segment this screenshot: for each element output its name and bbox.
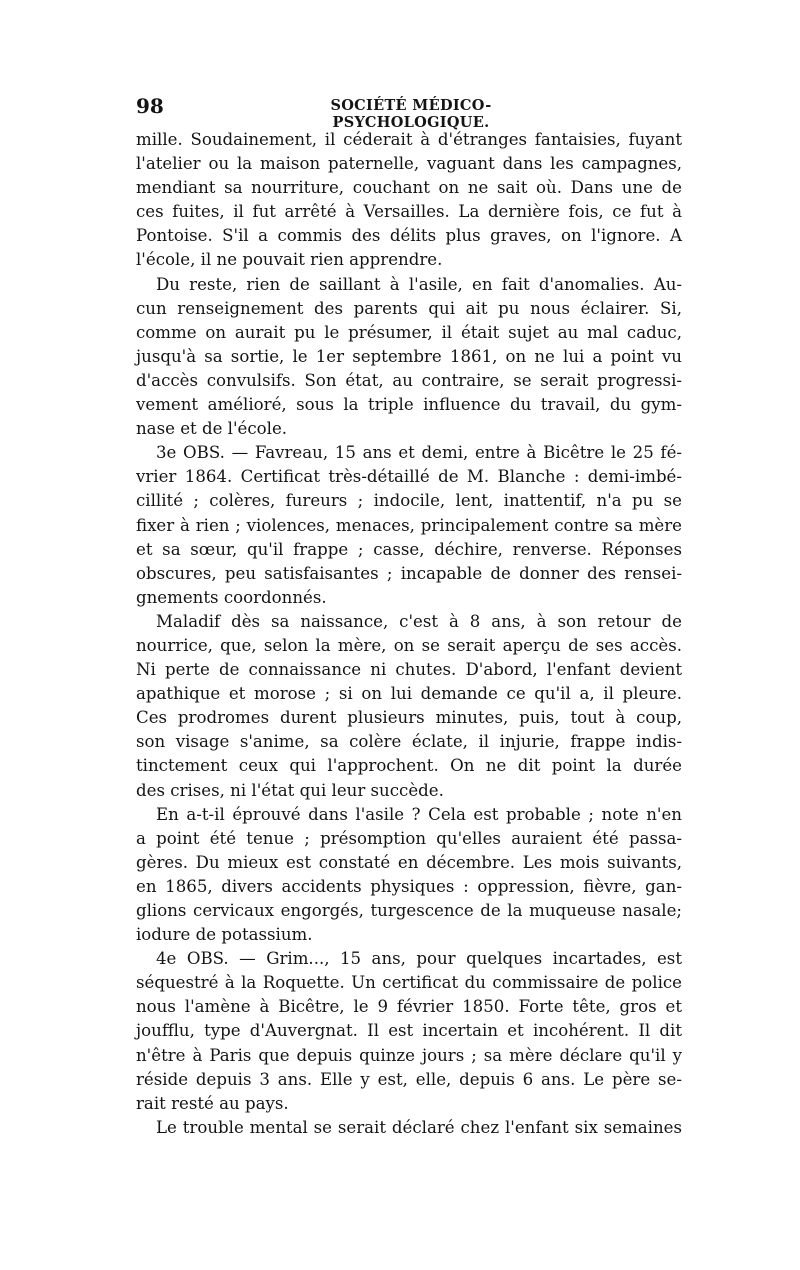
text-line: mendiant sa nourriture, couchant on ne sait où. Dans une de — [136, 178, 682, 198]
text-line: comme on aurait pu le présumer, il était sujet au mal caduc, — [136, 322, 682, 342]
text-line: nourrice, que, selon la mère, on se serait aperçu de ses accès. — [136, 635, 682, 655]
text-line: glions cervicaux engorgés, turgescence de la muqueuse nasale; — [136, 901, 682, 920]
text-line: 3e OBS. — Favreau, 15 ans et demi, entre à Bicêtre le 25 fé- — [156, 443, 682, 463]
text-line: En a-t-il éprouvé dans l'asile ? Cela est probable ; note n'en — [156, 804, 682, 824]
text-line: nous l'amène à Bicêtre, le 9 février 1850. Forte tête, gros et — [136, 997, 682, 1017]
text-line: et sa sœur, qu'il frappe ; casse, déchire, renverse. Réponses — [136, 539, 682, 559]
text-line: Maladif dès sa naissance, c'est à 8 ans, à son retour de — [156, 611, 682, 631]
text-line: obscures, peu satisfaisantes ; incapable de donner des rensei- — [136, 563, 682, 583]
running-title: SOCIÉTÉ MÉDICO-PSYCHOLOGIQUE. — [330, 97, 492, 131]
text-line: nase et de l'école. — [136, 419, 288, 439]
text-line: Du reste, rien de saillant à l'asile, en fait d'anomalies. Au- — [156, 274, 682, 294]
text-line: réside depuis 3 ans. Elle y est, elle, depuis 6 ans. Le père se- — [136, 1069, 682, 1089]
text-line: l'atelier ou la maison paternelle, vaguant dans les campagnes, — [136, 154, 682, 174]
text-line: cillité ; colères, fureurs ; indocile, lent, inattentif, n'a pu se — [136, 491, 682, 511]
text-line: Le trouble mental se serait déclaré chez l'enfant six semaines — [156, 1117, 682, 1137]
text-line: Ces prodromes durent plusieurs minutes, puis, tout à coup, — [136, 708, 682, 728]
text-line: vement amélioré, sous la triple influence du travail, du gym- — [136, 395, 682, 415]
text-line: joufflu, type d'Auvergnat. Il est incertain et incohérent. Il dit — [136, 1021, 682, 1041]
text-line: jusqu'à sa sortie, le 1er septembre 1861, on ne lui a point vu — [136, 346, 682, 366]
text-line: n'être à Paris que depuis quinze jours ; sa mère déclare qu'il y — [136, 1045, 682, 1065]
text-line: l'école, il ne pouvait rien apprendre. — [136, 250, 443, 270]
body-text — [136, 128, 682, 1140]
text-line: iodure de potassium. — [136, 925, 313, 945]
text-line: ces fuites, il fut arrêté à Versailles. La dernière fois, ce fut à — [136, 202, 682, 222]
text-line: rait resté au pays. — [136, 1093, 289, 1113]
text-line: des crises, ni l'état qui leur succède. — [136, 780, 444, 800]
text-line: 4e OBS. — Grim..., 15 ans, pour quelques incartades, est — [156, 949, 682, 969]
text-line: Ni perte de connaissance ni chutes. D'abord, l'enfant devient — [136, 660, 682, 680]
text-line: cun renseignement des parents qui ait pu nous éclairer. Si, — [136, 298, 682, 318]
page-header — [136, 94, 682, 131]
text-line: séquestré à la Roquette. Un certificat du commissaire de police — [136, 973, 682, 993]
text-line: apathique et morose ; si on lui demande ce qu'il a, il pleure. — [136, 684, 682, 704]
text-line: vrier 1864. Certificat très-détaillé de M. Blanche : demi-imbé- — [136, 467, 682, 487]
text-line: d'accès convulsifs. Son état, au contraire, se serait progressi- — [136, 370, 682, 390]
text-line: a point été tenue ; présomption qu'elles auraient été passa- — [136, 828, 682, 848]
text-line: son visage s'anime, sa colère éclate, il injurie, frappe indis- — [136, 732, 682, 752]
text-line: fixer à rien ; violences, menaces, principalement contre sa mère — [136, 515, 682, 535]
text-line: mille. Soudainement, il céderait à d'étranges fantaisies, fuyant — [136, 130, 682, 149]
text-line: gères. Du mieux est constaté en décembre. Les mois suivants, — [136, 852, 682, 872]
page-number: 98 — [136, 94, 164, 118]
text-line: gnements coordonnés. — [136, 587, 327, 607]
text-line: Pontoise. S'il a commis des délits plus graves, on l'ignore. A — [136, 226, 682, 246]
text-line: tinctement ceux qui l'approchent. On ne dit point la durée — [136, 756, 682, 776]
text-line: en 1865, divers accidents physiques : oppression, fièvre, gan- — [136, 876, 682, 896]
